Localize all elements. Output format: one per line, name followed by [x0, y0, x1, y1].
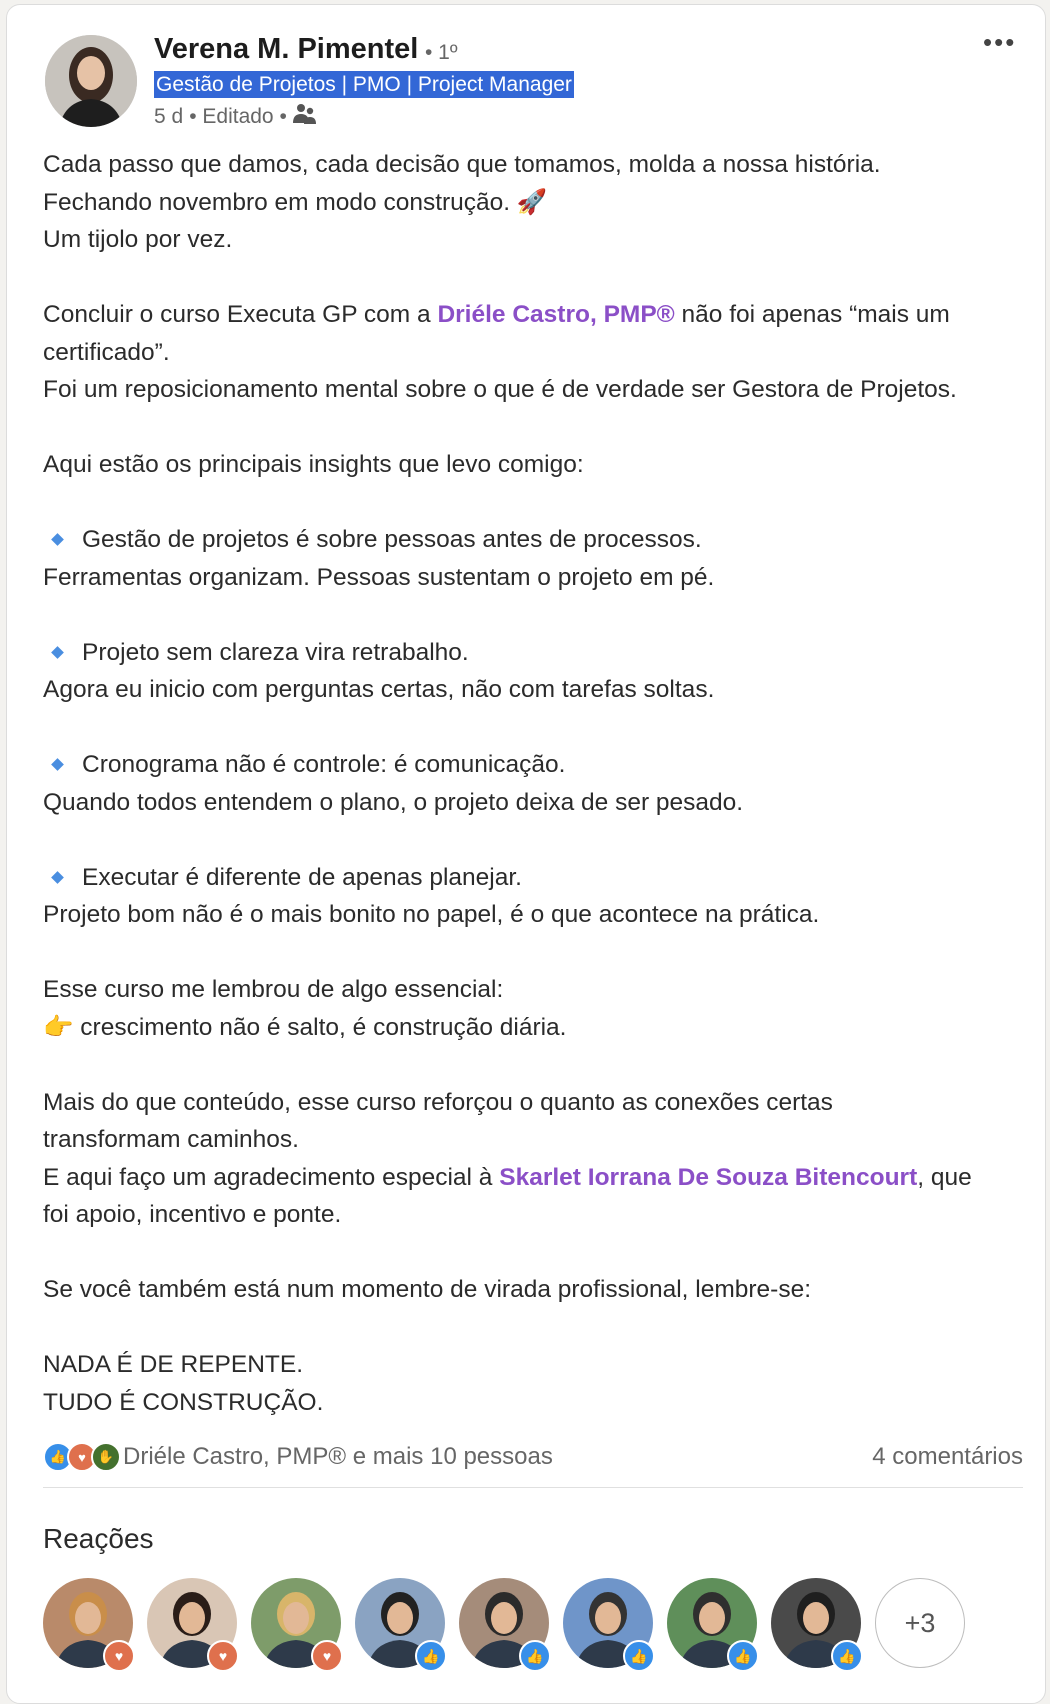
blue-diamond-icon: [51, 533, 64, 546]
author-name[interactable]: Verena M. Pimentel: [154, 33, 419, 65]
post-text: Foi um reposicionamento mental sobre o que é de verdade ser Gestora de Projetos.: [43, 376, 957, 403]
post-text: Mais do que conteúdo, esse curso reforçou o quanto as conexões certas: [43, 1088, 833, 1116]
post-line: [43, 559, 1028, 597]
post-line: [43, 709, 1028, 747]
post-line: [43, 859, 1028, 897]
like-icon: 👍: [519, 1640, 551, 1672]
mention-link[interactable]: Skarlet Iorrana De Souza Bitencourt: [499, 1163, 918, 1191]
post-line: [43, 521, 1028, 559]
blue-diamond-icon: [51, 758, 64, 771]
post-line: [43, 1309, 1028, 1347]
post-line: [43, 334, 1028, 372]
celebrate-icon: ✋: [91, 1442, 121, 1472]
post-card: [6, 4, 1046, 1704]
post-line: [43, 1121, 1028, 1159]
post-text: Um tijolo por vez.: [43, 226, 233, 253]
post-line: [43, 1196, 1028, 1234]
reactor-1-avatar[interactable]: [43, 1578, 133, 1668]
reactor-5-avatar[interactable]: [459, 1578, 549, 1668]
post-line: [43, 746, 1028, 784]
connections-icon: [293, 103, 317, 131]
post-line: [43, 484, 1028, 522]
like-icon: 👍: [831, 1640, 863, 1672]
blue-diamond-icon: [51, 871, 64, 884]
post-line: [43, 184, 1028, 222]
post-line: [43, 671, 1028, 709]
post-line: [43, 634, 1028, 672]
post-text: Cada passo que damos, cada decisão que tomamos, molda a nossa história.: [43, 151, 881, 178]
social-counts: [43, 1437, 1023, 1477]
reactors-summary[interactable]: Driéle Castro, PMP® e mais 10 pessoas: [123, 1443, 553, 1470]
like-icon: 👍: [43, 1442, 73, 1472]
post-text: Agora eu inicio com perguntas certas, não com tarefas soltas.: [43, 676, 715, 703]
author-avatar[interactable]: [45, 35, 137, 127]
post-line: [43, 371, 1028, 409]
post-text: Se você também está num momento de virada profissional, lembre-se:: [43, 1276, 812, 1303]
post-edited: • Editado •: [189, 105, 287, 128]
post-text: Executar é diferente de apenas planejar.: [82, 863, 522, 891]
post-line: [43, 971, 1028, 1009]
post-line: [43, 934, 1028, 972]
post-line: [43, 1009, 1028, 1047]
post-line: [43, 446, 1028, 484]
post-line: [43, 784, 1028, 822]
reactor-4-avatar[interactable]: [355, 1578, 445, 1668]
post-text: TUDO É CONSTRUÇÃO.: [43, 1388, 324, 1416]
like-icon: 👍: [415, 1640, 447, 1672]
post-text: certificado”.: [43, 338, 170, 366]
post-line: [43, 821, 1028, 859]
post-text: Esse curso me lembrou de algo essencial:: [43, 976, 504, 1003]
post-line: [43, 146, 1028, 184]
reactor-3-avatar[interactable]: [251, 1578, 341, 1668]
blue-diamond-icon: [51, 646, 64, 659]
post-text: Projeto sem clareza vira retrabalho.: [82, 638, 469, 666]
post-line: [43, 1346, 1028, 1384]
post-text: E aqui faço um agradecimento especial à: [43, 1163, 500, 1191]
post-line: [43, 409, 1028, 447]
reactor-6-avatar[interactable]: [563, 1578, 653, 1668]
comments-count[interactable]: 4 comentários: [872, 1443, 1023, 1470]
connection-degree: • 1º: [425, 41, 458, 64]
post-line: [43, 896, 1028, 934]
mention-link[interactable]: Driéle Castro, PMP®: [437, 301, 675, 328]
post-text: NADA É DE REPENTE.: [43, 1351, 304, 1378]
post-time: 5 d: [154, 105, 184, 128]
reactions-heading: Reações: [43, 1523, 154, 1554]
post-text: Aqui estão os principais insights que levo comigo:: [43, 451, 584, 478]
post-text: 👉 crescimento não é salto, é construção diária.: [43, 1013, 567, 1041]
post-line: [43, 1384, 1028, 1422]
post-line: [43, 1234, 1028, 1272]
post-text: Concluir o curso Executa GP com a: [43, 301, 438, 328]
post-text: , que: [917, 1163, 972, 1191]
more-options-button[interactable]: •••: [983, 27, 1017, 57]
post-text: Cronograma não é controle: é comunicação.: [82, 751, 566, 778]
love-icon: ♥: [67, 1442, 97, 1472]
post-meta: [154, 103, 317, 131]
post-text: Projeto bom não é o mais bonito no papel, é o que acontece na prática.: [43, 901, 820, 928]
post-body: [43, 146, 1028, 1421]
post-line: [43, 221, 1028, 259]
author-headline: Gestão de Projetos | PMO | Project Manager: [156, 73, 572, 96]
divider: [43, 1487, 1023, 1488]
post-text: transformam caminhos.: [43, 1126, 299, 1153]
post-text: Ferramentas organizam. Pessoas sustentam o projeto em pé.: [43, 563, 715, 591]
post-line: [43, 596, 1028, 634]
post-text: Fechando novembro em modo construção. 🚀: [43, 188, 548, 216]
more-reactors-button[interactable]: +3: [875, 1578, 965, 1668]
post-line: [43, 1159, 1028, 1197]
like-icon: 👍: [727, 1640, 759, 1672]
post-text: Gestão de projetos é sobre pessoas antes de processos.: [82, 526, 702, 553]
reactor-2-avatar[interactable]: [147, 1578, 237, 1668]
reaction-icons[interactable]: [43, 1442, 115, 1472]
post-line: [43, 1046, 1028, 1084]
post-text: não foi apenas “mais um: [674, 301, 950, 328]
love-icon: ♥: [207, 1640, 239, 1672]
love-icon: ♥: [103, 1640, 135, 1672]
post-text: Quando todos entendem o plano, o projeto deixa de ser pesado.: [43, 788, 744, 816]
post-line: [43, 259, 1028, 297]
reactor-8-avatar[interactable]: [771, 1578, 861, 1668]
post-text: foi apoio, incentivo e ponte.: [43, 1201, 342, 1228]
like-icon: 👍: [623, 1640, 655, 1672]
post-line: [43, 1271, 1028, 1309]
post-line: [43, 296, 1028, 334]
post-line: [43, 1084, 1028, 1122]
reactor-7-avatar[interactable]: [667, 1578, 757, 1668]
reactor-list: [43, 1578, 965, 1668]
love-icon: ♥: [311, 1640, 343, 1672]
